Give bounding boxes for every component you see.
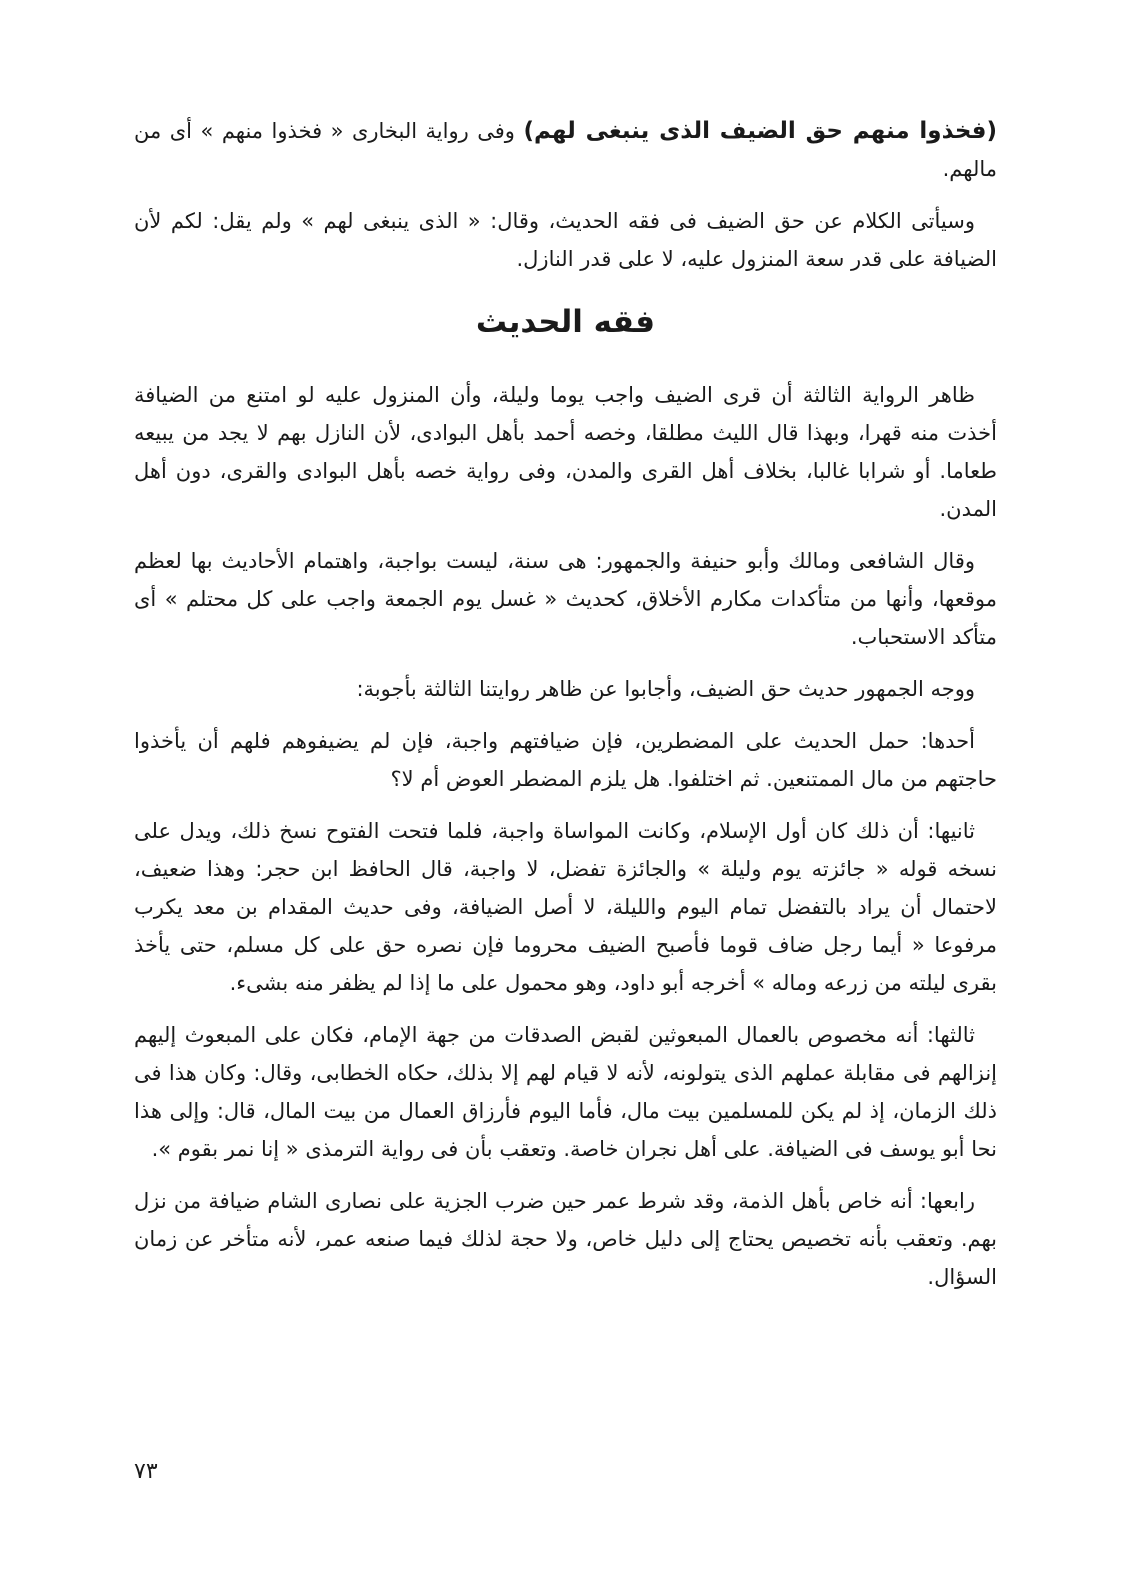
paragraph: ثانيها: أن ذلك كان أول الإسلام، وكانت المواساة واجبة، فلما فتحت الفتوح نسخ ذلك، ويدل على نسخه قوله « جائزته يوم وليلة » والجائزة تفضل، لا واجبة، قال الحافظ ابن حجر: وهذا ضعيف، لاحتمال أن يراد بالتفضل تمام اليوم والليلة، لا أصل الضيافة، وفى حديث المقدام بن معد يكرب مرفوعا « أيما رجل ضاف قوما فأصبح الضيف محروما فإن نصره حق على كل مسلم، حتى يأخذ بقرى ليلته من زرعه وماله » أخرجه أبو داود، وهو محمول على ما إذا لم يظفر منه بشىء. — [134, 819, 997, 995]
paragraph: وقال الشافعى ومالك وأبو حنيفة والجمهور: هى سنة، ليست بواجبة، واهتمام الأحاديث بها لعظم موقعها، وأنها من متأكدات مكارم الأخلاق، كحديث « غسل يوم الجمعة واجب على كل محتلم » أى متأكد الاستحباب. — [134, 549, 997, 649]
quoted-hadith-phrase: (فخذوا منهم حق الضيف الذى ينبغى لهم) — [523, 118, 998, 144]
section-heading: فقه الحديث — [475, 304, 656, 340]
paragraph: رابعها: أنه خاص بأهل الذمة، وقد شرط عمر حين ضرب الجزية على نصارى الشام ضيافة من نزل بهم. وتعقب بأنه تخصيص يحتاج إلى دليل خاص، ولا حجة لذلك فيما صنعه عمر، لأنه متأخر عن زمان السؤال. — [134, 1189, 997, 1289]
page-number: ٧٣ — [134, 1459, 158, 1484]
page-text — [134, 112, 997, 1310]
paragraph: ثالثها: أنه مخصوص بالعمال المبعوثين لقبض الصدقات من جهة الإمام، فكان على المبعوث إليهم إنزالهم فى مقابلة عملهم الذى يتولونه، لأنه لا قيام لهم إلا بذلك، حكاه الخطابى، وقال: وكان هذا فى ذلك الزمان، إذ لم يكن للمسلمين بيت مال، فأما اليوم فأرزاق العمال من بيت المال، قال: وإلى هذا نحا أبو يوسف فى الضيافة. على أهل نجران خاصة. وتعقب بأن فى رواية الترمذى « إنا نمر بقوم ». — [134, 1023, 997, 1161]
intro-continuation: وفى رواية البخارى « فخذوا منهم » أى من مالهم. — [134, 119, 997, 181]
paragraph: وسيأتى الكلام عن حق الضيف فى فقه الحديث، وقال: « الذى ينبغى لهم » ولم يقل: لكم لأن الضيافة على قدر سعة المنزول عليه، لا على قدر النازل. — [134, 209, 997, 271]
intro-paragraph — [134, 112, 997, 188]
paragraph: أحدها: حمل الحديث على المضطرين، فإن ضيافتهم واجبة، فإن لم يضيفوهم فلهم أن يأخذوا حاجتهم من مال الممتنعين. ثم اختلفوا. هل يلزم المضطر العوض أم لا؟ — [134, 729, 997, 791]
paragraph: ووجه الجمهور حديث حق الضيف، وأجابوا عن ظاهر روايتنا الثالثة بأجوبة: — [356, 677, 975, 701]
paragraph: ظاهر الرواية الثالثة أن قرى الضيف واجب يوما وليلة، وأن المنزول عليه لو امتنع من الضيافة أخذت منه قهرا، وبهذا قال الليث مطلقا، وخصه أحمد بأهل البوادى، لأن النازل بهم لا يجد من يبيعه طعاما. أو شرابا غالبا، بخلاف أهل القرى والمدن، وفى رواية خصه بأهل البوادى والقرى، دون أهل المدن. — [134, 383, 997, 521]
